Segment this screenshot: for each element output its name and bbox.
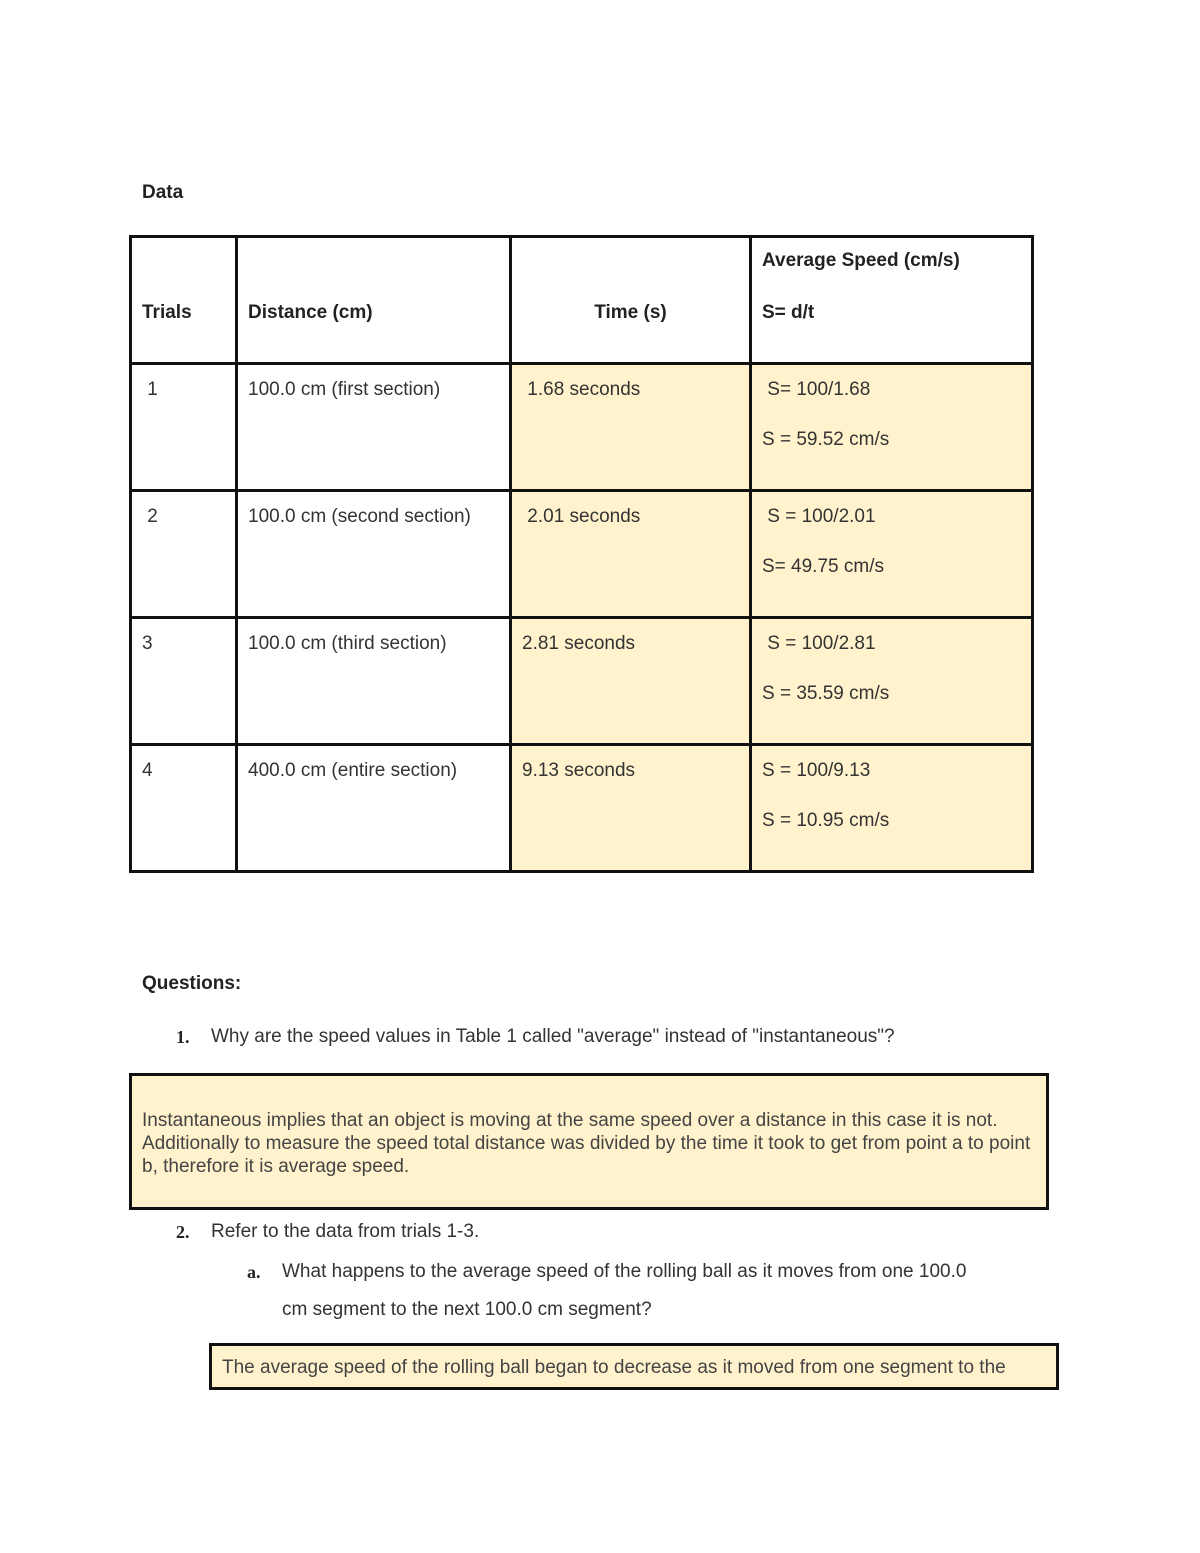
- cell-trial: 1: [131, 364, 237, 491]
- questions-heading: Questions:: [142, 973, 242, 994]
- table-header-row: [131, 237, 1033, 364]
- table-row: [131, 364, 1033, 491]
- cell-trial: 2: [131, 491, 237, 618]
- cell-speed: S = 100/2.01 S= 49.75 cm/s: [751, 491, 1033, 618]
- question-2a-text-line1: What happens to the average speed of the rolling ball as it moves from one 100.0: [282, 1261, 967, 1282]
- question-2-number: 2.: [176, 1222, 190, 1242]
- cell-speed: S = 100/2.81 S = 35.59 cm/s: [751, 618, 1033, 745]
- data-table: [129, 235, 1034, 873]
- header-trials-label: Trials: [142, 302, 192, 323]
- answer-1-box[interactable]: [129, 1073, 1049, 1210]
- header-speed-formula: S= d/t: [762, 302, 815, 323]
- cell-speed: S= 100/1.68 S = 59.52 cm/s: [751, 364, 1033, 491]
- question-2-text: Refer to the data from trials 1-3.: [211, 1221, 480, 1242]
- cell-trial: 4: [131, 745, 237, 872]
- cell-time: 2.01 seconds: [511, 491, 751, 618]
- cell-speed: S = 100/9.13 S = 10.95 cm/s: [751, 745, 1033, 872]
- table-row: [131, 618, 1033, 745]
- cell-time: 1.68 seconds: [511, 364, 751, 491]
- cell-distance: 100.0 cm (third section): [237, 618, 511, 745]
- question-1-text: Why are the speed values in Table 1 called "average" instead of "instantaneous"?: [211, 1026, 895, 1047]
- question-2a-text-line2: cm segment to the next 100.0 cm segment?: [282, 1299, 652, 1320]
- cell-trial: 3: [131, 618, 237, 745]
- table-row: [131, 745, 1033, 872]
- cell-time: 2.81 seconds: [511, 618, 751, 745]
- header-time-label: Time (s): [594, 302, 667, 323]
- table-row: [131, 491, 1033, 618]
- header-trials: [131, 237, 237, 364]
- answer-2a-text: The average speed of the rolling ball began to decrease as it moved from one segment to the: [222, 1357, 1006, 1378]
- cell-distance: 400.0 cm (entire section): [237, 745, 511, 872]
- cell-distance: 100.0 cm (first section): [237, 364, 511, 491]
- data-heading: Data: [142, 182, 184, 203]
- question-1-number: 1.: [176, 1027, 190, 1047]
- header-speed: [751, 237, 1033, 364]
- question-2a-letter: a.: [247, 1262, 261, 1282]
- cell-time: 9.13 seconds: [511, 745, 751, 872]
- cell-distance: 100.0 cm (second section): [237, 491, 511, 618]
- header-time: [511, 237, 751, 364]
- header-distance: [237, 237, 511, 364]
- header-distance-label: Distance (cm): [248, 302, 373, 323]
- answer-1-text: Instantaneous implies that an object is moving at the same speed over a distance in this case it is not. Additionally to measure the speed total distance was divided by the time it took to get from point a to point b, therefore it is average speed.: [142, 1110, 1031, 1177]
- header-speed-label: Average Speed (cm/s): [762, 250, 960, 271]
- answer-2a-box[interactable]: [209, 1343, 1059, 1390]
